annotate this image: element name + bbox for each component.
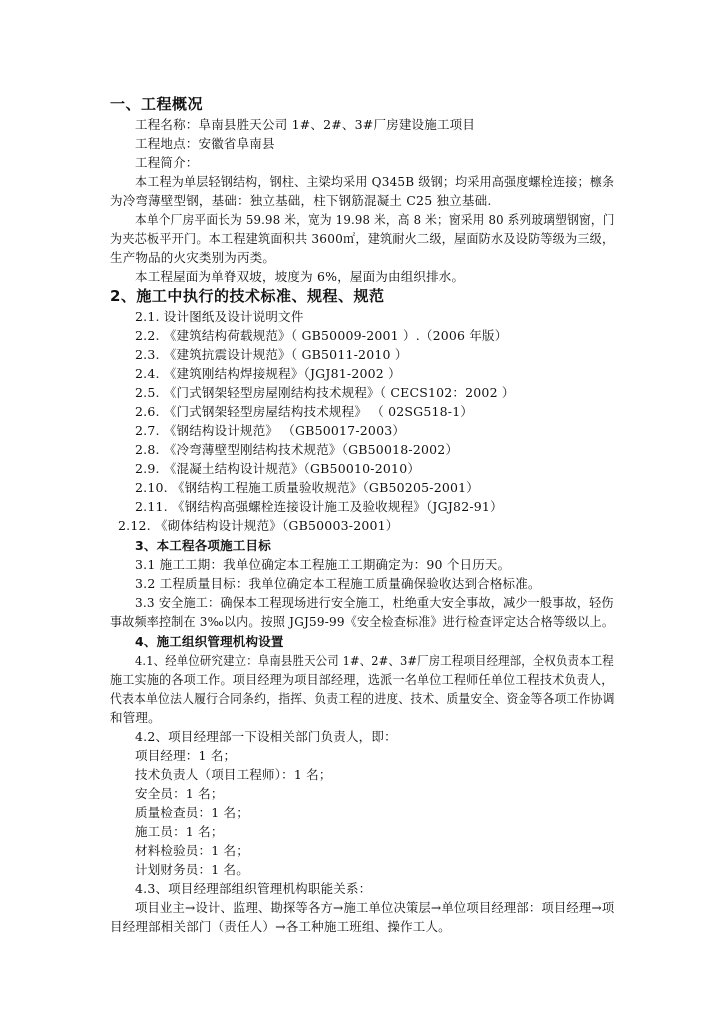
standard-item: 2.1. 设计图纸及设计说明文件 [135,309,304,324]
standard-item: 2.12. 《砌体结构设计规范》（GB50003-2001） [118,518,399,533]
goal-safety-line2: 事故频率控制在 3‰以内。按照 JGJ59-99《安全检查标准》进行检查评定达合格等级以上。 [110,614,615,629]
org-para1-line3: 代表本单位法人履行合同条约，指挥、负责工程的进度、技术、质量安全、资金等各项工作协调 [110,691,615,706]
org-para2: 4.2、项目经理部一下设相关部门负责人，即： [135,729,397,744]
org-para3: 4.3、项目经理部组织管理机构职能关系： [135,881,372,896]
staff-item: 材料检验员：1 名； [135,843,249,858]
standard-item: 2.9. 《混凝土结构设计规范》（GB50010-2010） [135,461,421,476]
section3-heading: 3、本工程各项施工目标 [135,538,271,553]
staff-item: 项目经理：1 名； [135,748,237,763]
staff-item: 施工员：1 名； [135,824,224,839]
standard-item: 2.5. 《门式钢架轻型房屋刚结构技术规程》（ CECS102：2002 ） [135,385,515,400]
intro-para2-line1: 本单个厂房平面长为 59.98 米，宽为 19.98 米，高 8 米；窗采用 80 系列玻璃塑钢窗，门 [135,212,615,227]
intro-para2-line3: 生产物品的火灾类别为丙类。 [110,250,276,265]
goal-safety-line1: 3.3 安全施工：确保本工程现场进行安全施工，杜绝重大安全事故，减少一般事故，轻伤 [135,595,614,610]
staff-item: 质量检查员：1 名； [135,805,249,820]
intro-para2-line2: 为夹芯板平开门。本工程建筑面积共 3600㎡，建筑耐火二级，屋面防水及设防等级为三级， [110,231,615,246]
staff-item: 技术负责人（项目工程师）：1 名； [135,767,332,782]
standard-item: 2.7. 《钢结构设计规范》 （GB50017-2003） [135,423,406,438]
section2-heading: 2、施工中执行的技术标准、规程、规范 [110,287,385,305]
goal-schedule: 3.1 施工工期：我单位确定本工程施工工期确定为：90 个日历天。 [135,557,511,572]
standard-item: 2.8. 《冷弯薄壁型刚结构技术规范》（GB50018-2002） [135,442,459,457]
project-intro-label: 工程简介： [135,155,199,170]
intro-para1-line2: 为冷弯薄壁型钢，基础：独立基础，柱下钢筋混凝土 C25 独立基础. [110,193,492,208]
project-location-line: 工程地点：安徽省阜南县 [135,136,275,151]
staff-item: 安全员：1 名； [135,786,224,801]
org-para1-line4: 和管理。 [110,710,161,725]
standard-item: 2.11. 《钢结构高强螺栓连接设计施工及验收规程》（JGJ82-91） [135,499,503,514]
org-para1-line2: 施工实施的各项工作。项目经理为项目部经理，选派一名单位工程师任单位工程技术负责人， [110,672,614,687]
standard-item: 2.2. 《建筑结构荷载规范》（ GB50009-2001 ）.（2006 年版） [135,328,508,343]
intro-para3: 本工程屋面为单脊双坡，坡度为 6%，屋面为由组织排水。 [135,269,465,284]
intro-para1-line1: 本工程为单层轻钢结构，钢柱、主梁均采用 Q345B 级钢；均采用高强度螺栓连接；檩条 [135,174,615,189]
org-para1-line1: 4.1、经单位研究建立：阜南县胜天公司 1#、2#、3#厂房工程项目经理部，全权负责本工程 [135,653,614,668]
section4-heading: 4、施工组织管理机构设置 [135,634,284,649]
goal-quality: 3.2 工程质量目标：我单位确定本工程施工质量确保验收达到合格标准。 [135,576,541,591]
standard-item: 2.10. 《钢结构工程施工质量验收规范》（GB50205-2001） [135,480,480,495]
section1-heading: 一、工程概况 [110,95,204,113]
standard-item: 2.3. 《建筑抗震设计规范》（ GB5011-2010 ） [135,347,408,362]
org-relation-line2: 目经理部相关部门（责任人）→各工种施工班组、操作工人。 [110,919,451,934]
standard-item: 2.6. 《门式钢架轻型房屋结构技术规程》 （ 02SG518-1） [135,404,474,419]
staff-item: 计划财务员：1 名。 [135,862,249,877]
org-relation-line1: 项目业主→设计、监理、勘探等各方→施工单位决策层→单位项目经理部：项目经理→项 [135,900,615,915]
project-name-line: 工程名称：阜南县胜天公司 1#、2#、3#厂房建设施工项目 [135,117,476,132]
standard-item: 2.4. 《建筑刚结构焊接规程》（JGJ81-2002 ） [135,366,401,381]
